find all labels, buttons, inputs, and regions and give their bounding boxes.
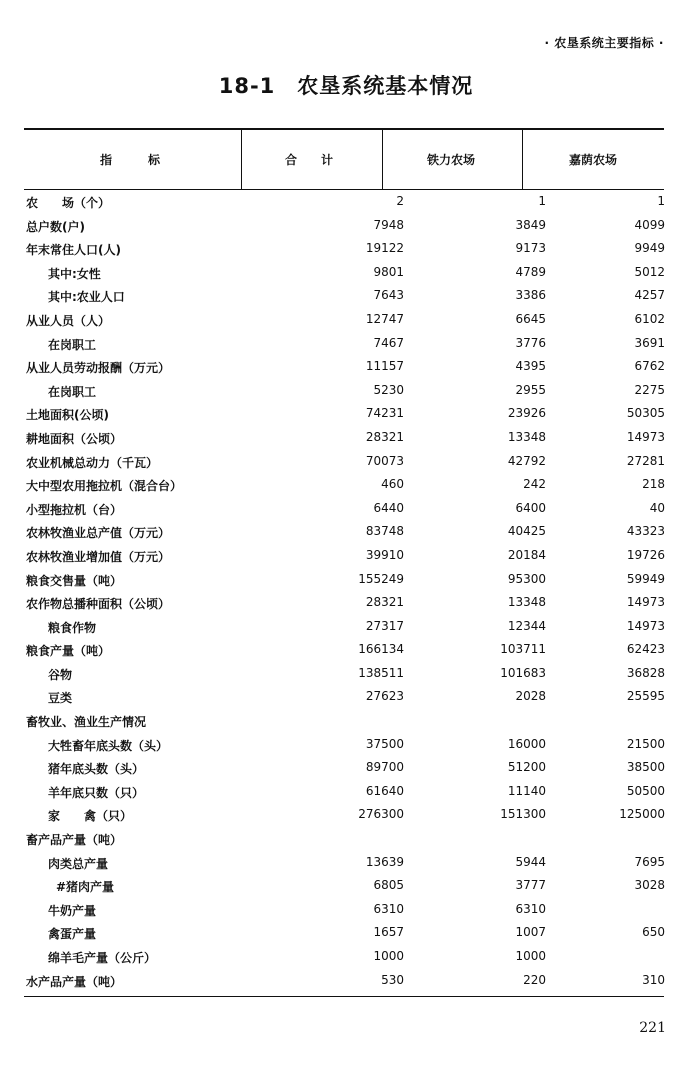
table-row	[24, 568, 664, 592]
row-label: 水产品产量（吨）	[26, 974, 123, 989]
table-row	[24, 662, 664, 686]
table-row	[24, 332, 664, 356]
value-tieli: 3849	[515, 217, 546, 232]
row-label: 谷物	[48, 667, 73, 682]
value-total: 530	[381, 972, 404, 987]
value-total: 1657	[373, 925, 404, 940]
value-tieli: 4395	[515, 359, 546, 374]
value-jiayin: 6762	[634, 359, 665, 374]
table-row	[24, 945, 664, 969]
value-tieli: 5944	[515, 854, 546, 869]
value-total: 6805	[373, 878, 404, 893]
table-row	[24, 308, 664, 332]
value-tieli: 9173	[515, 241, 546, 256]
value-total: 2	[396, 194, 404, 208]
value-tieli: 13348	[507, 429, 546, 444]
value-tieli: 11140	[507, 783, 546, 798]
row-label: 肉类总产量	[48, 856, 109, 871]
value-jiayin: 62423	[626, 642, 665, 657]
value-jiayin: 43323	[626, 524, 665, 539]
value-tieli: 20184	[507, 547, 546, 562]
value-total: 276300	[358, 807, 404, 822]
table-row	[24, 780, 664, 804]
top-rule	[24, 128, 664, 130]
value-jiayin: 218	[642, 477, 665, 492]
value-jiayin: 38500	[626, 760, 665, 775]
table-row	[24, 544, 664, 568]
value-jiayin: 21500	[626, 736, 665, 751]
value-tieli: 1	[538, 194, 546, 208]
row-label: 牛奶产量	[48, 903, 97, 918]
value-total: 9801	[373, 264, 404, 279]
value-tieli: 220	[523, 972, 546, 987]
value-jiayin: 4099	[634, 217, 665, 232]
table-row	[24, 803, 664, 827]
value-tieli: 242	[523, 477, 546, 492]
value-total: 74231	[365, 406, 404, 421]
value-tieli: 1000	[515, 949, 546, 963]
table-row	[24, 497, 664, 521]
value-tieli: 4789	[515, 264, 546, 279]
row-label: #猪肉产量	[56, 880, 115, 895]
value-jiayin: 14973	[626, 618, 665, 633]
table-row	[24, 473, 664, 497]
value-tieli: 13348	[507, 595, 546, 610]
bottom-rule	[24, 996, 664, 997]
value-tieli: 3386	[515, 288, 546, 303]
value-tieli: 6310	[515, 901, 546, 916]
value-jiayin: 125000	[619, 807, 665, 822]
value-jiayin: 4257	[634, 288, 665, 303]
row-label: 其中:女性	[48, 266, 101, 281]
value-tieli: 2028	[515, 689, 546, 704]
column-divider	[382, 129, 383, 189]
value-jiayin: 7695	[634, 854, 665, 869]
row-label: 家 禽（只）	[48, 809, 133, 824]
section-header: · 农垦系统主要指标 ·	[544, 36, 664, 50]
value-total: 7948	[373, 217, 404, 232]
value-tieli: 101683	[500, 665, 546, 680]
value-tieli: 6400	[515, 500, 546, 515]
value-jiayin: 19726	[626, 547, 665, 562]
table-row	[24, 426, 664, 450]
table-row	[24, 969, 664, 993]
value-jiayin: 50305	[626, 406, 665, 421]
value-total: 83748	[365, 524, 404, 539]
value-jiayin: 14973	[626, 429, 665, 444]
table-row	[24, 615, 664, 639]
value-total: 5230	[373, 382, 404, 397]
value-tieli: 42792	[507, 453, 546, 468]
value-tieli: 2955	[515, 382, 546, 397]
column-header-indicator: 指 标	[100, 153, 161, 167]
table-row	[24, 874, 664, 898]
value-total: 6440	[373, 500, 404, 515]
row-label: 大中型农用拖拉机（混合台）	[26, 479, 183, 494]
value-total: 138511	[358, 665, 404, 680]
value-tieli: 3777	[515, 878, 546, 893]
table-row	[24, 520, 664, 544]
value-jiayin: 50500	[626, 783, 665, 798]
table-row	[24, 591, 664, 615]
row-label: 农业机械总动力（千瓦）	[26, 455, 159, 470]
column-header-jiayin: 嘉荫农场	[569, 153, 618, 167]
value-tieli: 6645	[515, 311, 546, 326]
value-tieli: 151300	[500, 807, 546, 822]
value-tieli: 51200	[507, 760, 546, 775]
table-row	[24, 214, 664, 238]
row-label: 绵羊毛产量（公斤）	[48, 951, 157, 965]
row-label: 农林牧渔业总产值（万元）	[26, 526, 171, 541]
column-divider	[241, 129, 242, 189]
row-label: 猪年底头数（头）	[48, 762, 145, 777]
table-row	[24, 355, 664, 379]
value-jiayin: 25595	[626, 689, 665, 704]
value-jiayin: 6102	[634, 311, 665, 326]
row-label: 土地面积(公顷)	[26, 408, 109, 423]
value-total: 1000	[373, 949, 404, 963]
table-number: 18-1	[218, 74, 276, 98]
row-label: 农 场（个）	[26, 196, 111, 210]
row-label: 农林牧渔业增加值（万元）	[26, 549, 171, 564]
table-row	[24, 827, 664, 851]
value-jiayin: 1	[657, 194, 665, 208]
page-title	[0, 70, 692, 100]
row-label: 耕地面积（公顷）	[26, 431, 123, 446]
table-title: 农垦系统基本情况	[297, 74, 474, 98]
row-label: 总户数(户)	[26, 219, 85, 234]
row-label: 粮食作物	[48, 620, 97, 635]
value-total: 11157	[365, 359, 404, 374]
column-header-tieli: 铁力农场	[427, 153, 476, 167]
row-label: 在岗职工	[48, 384, 97, 399]
value-tieli: 40425	[507, 524, 546, 539]
table-row	[24, 190, 664, 214]
value-jiayin: 3691	[634, 335, 665, 350]
value-total: 7467	[373, 335, 404, 350]
value-jiayin: 5012	[634, 264, 665, 279]
value-total: 12747	[365, 311, 404, 326]
value-total: 155249	[358, 571, 404, 586]
value-tieli: 103711	[500, 642, 546, 657]
table-row	[24, 851, 664, 875]
row-label: 粮食交售量（吨）	[26, 573, 123, 588]
value-tieli: 16000	[507, 736, 546, 751]
value-tieli: 1007	[515, 925, 546, 940]
value-jiayin: 310	[642, 972, 665, 987]
value-total: 460	[381, 477, 404, 492]
row-label: 羊年底只数（只）	[48, 785, 145, 800]
column-divider	[522, 129, 523, 189]
value-tieli: 3776	[515, 335, 546, 350]
value-jiayin: 59949	[626, 571, 665, 586]
row-label: 畜产品产量（吨）	[26, 833, 123, 848]
row-label: 禽蛋产量	[48, 927, 97, 942]
value-tieli: 23926	[507, 406, 546, 421]
table-row	[24, 450, 664, 474]
row-label: 在岗职工	[48, 337, 97, 352]
table-row	[24, 638, 664, 662]
table-row	[24, 284, 664, 308]
column-header-total: 合 计	[285, 153, 334, 167]
row-label: 从业人员（人）	[26, 313, 111, 328]
row-label: 小型拖拉机（台）	[26, 502, 123, 517]
table-row	[24, 733, 664, 757]
value-total: 19122	[365, 241, 404, 256]
table-row	[24, 921, 664, 945]
row-label: 豆类	[48, 691, 73, 706]
value-total: 89700	[365, 760, 404, 775]
value-jiayin: 3028	[634, 878, 665, 893]
value-jiayin: 14973	[626, 595, 665, 610]
row-label: 从业人员劳动报酬（万元）	[26, 361, 171, 376]
value-total: 28321	[365, 429, 404, 444]
value-total: 13639	[365, 854, 404, 869]
value-tieli: 12344	[507, 618, 546, 633]
row-label: 大牲畜年底头数（头）	[48, 738, 169, 753]
value-jiayin: 2275	[634, 382, 665, 397]
row-label: 其中:农业人口	[48, 290, 125, 305]
value-total: 28321	[365, 595, 404, 610]
row-label: 年末常住人口(人)	[26, 243, 121, 258]
value-total: 166134	[358, 642, 404, 657]
row-label: 农作物总播种面积（公顷）	[26, 597, 171, 612]
table-row	[24, 237, 664, 261]
table-row	[24, 685, 664, 709]
row-label: 粮食产量（吨）	[26, 644, 111, 659]
value-total: 7643	[373, 288, 404, 303]
value-jiayin: 27281	[626, 453, 665, 468]
value-total: 37500	[365, 736, 404, 751]
value-jiayin: 40	[649, 500, 665, 515]
value-tieli: 95300	[507, 571, 546, 586]
value-jiayin: 9949	[634, 241, 665, 256]
value-total: 70073	[365, 453, 404, 468]
value-total: 6310	[373, 901, 404, 916]
value-total: 27623	[365, 689, 404, 704]
row-label: 畜牧业、渔业生产情况	[26, 715, 147, 730]
value-jiayin: 650	[642, 925, 665, 940]
value-jiayin: 36828	[626, 665, 665, 680]
value-total: 27317	[365, 618, 404, 633]
table-row	[24, 898, 664, 922]
table-row	[24, 709, 664, 733]
value-total: 39910	[365, 547, 404, 562]
table-row	[24, 402, 664, 426]
page-number: 221	[639, 1020, 666, 1036]
table-row	[24, 379, 664, 403]
data-table	[24, 190, 664, 992]
value-total: 61640	[365, 783, 404, 798]
table-row	[24, 756, 664, 780]
table-row	[24, 261, 664, 285]
